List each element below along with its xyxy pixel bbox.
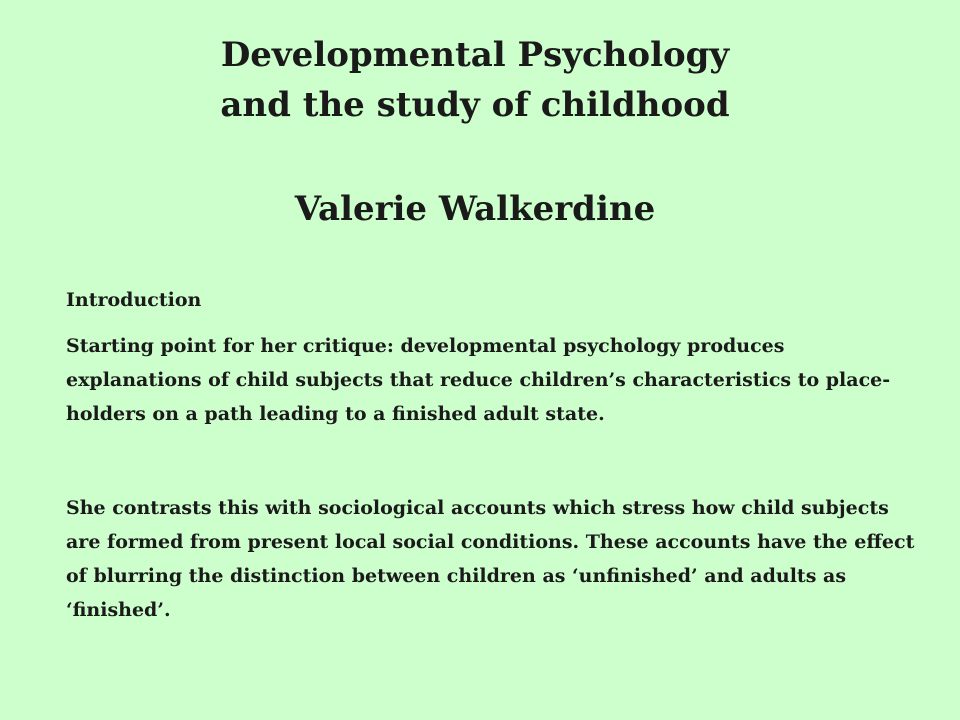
slide-title — [0, 30, 950, 130]
section-label: Introduction — [66, 289, 202, 311]
author-name: Valerie Walkerdine — [294, 189, 656, 229]
paragraph-contrast: She contrasts this with sociological accounts which stress how child subjects are formed from present local social conditions. These accounts have the effect of blurring the distinction between children as ‘unfinished’ and adults as ‘finished’. — [66, 497, 915, 621]
title-line-1: Developmental Psychology — [220, 35, 730, 75]
paragraph-critique: Starting point for her critique: developmental psychology produces explanations of child subjects that reduce children’s characteristics to place-holders on a path leading to a finished adult state. — [66, 335, 891, 425]
title-line-2: and the study of childhood — [220, 85, 730, 125]
